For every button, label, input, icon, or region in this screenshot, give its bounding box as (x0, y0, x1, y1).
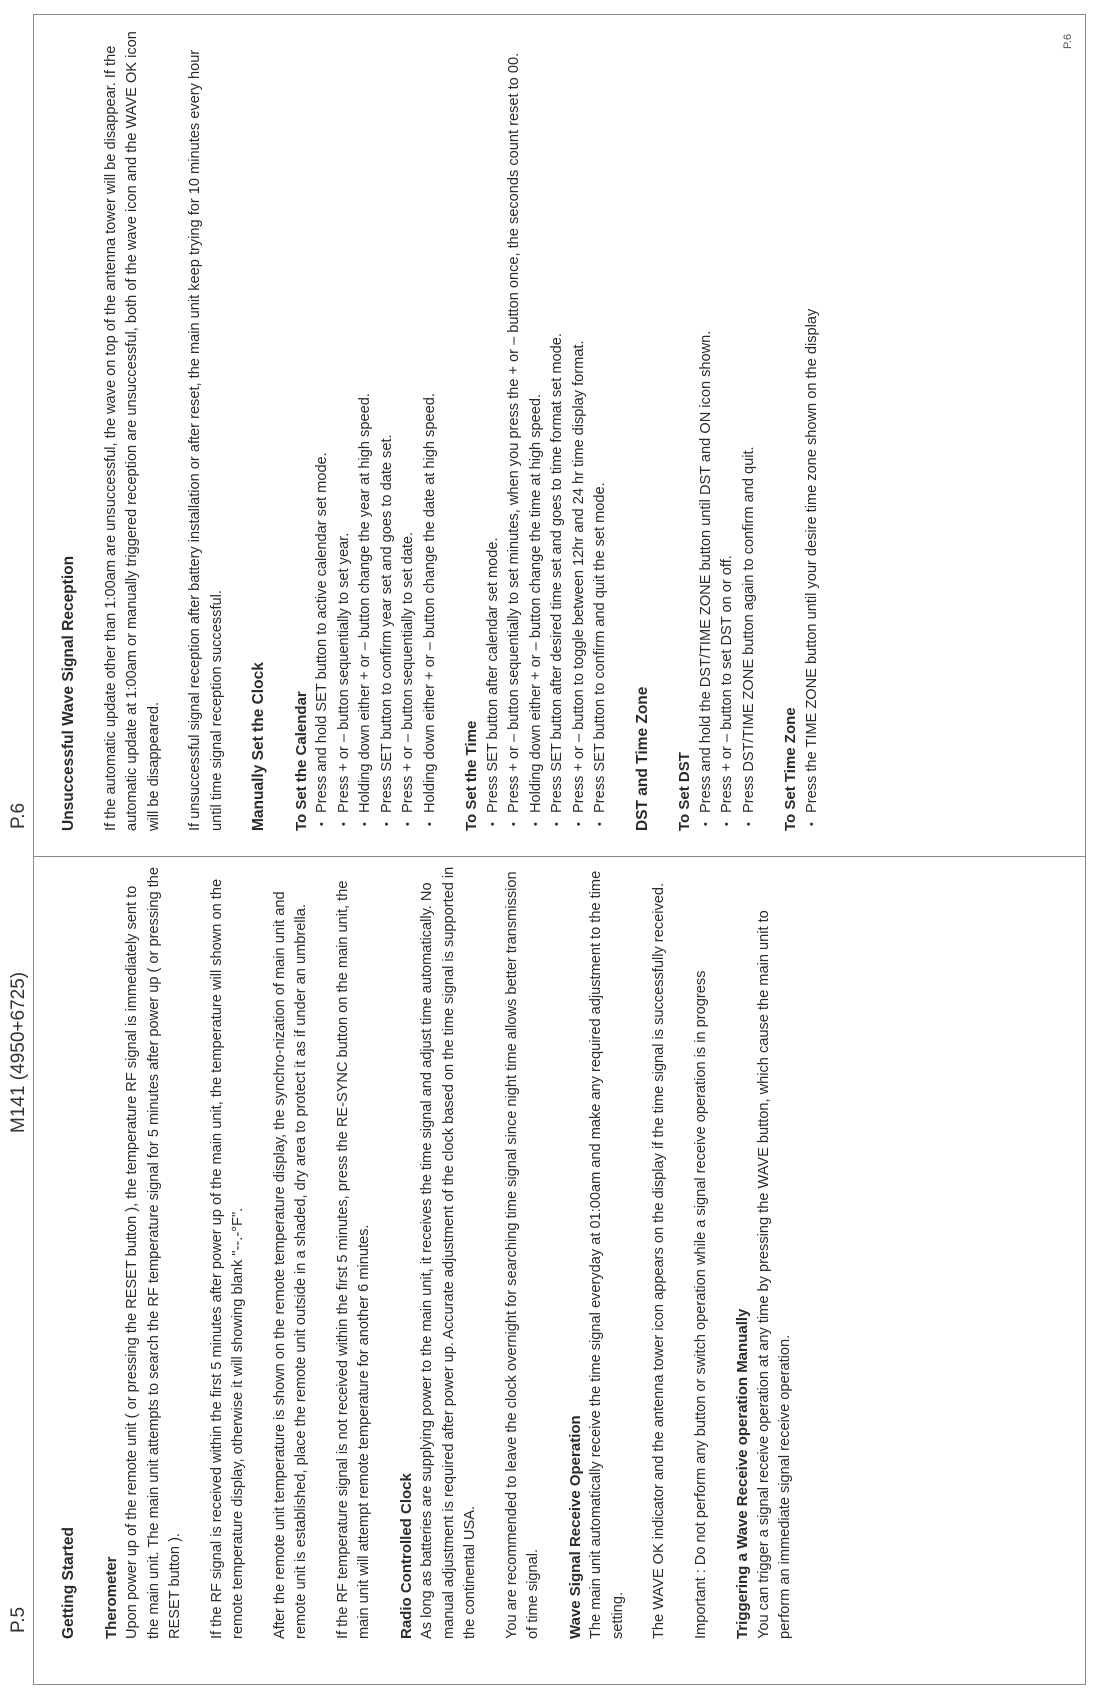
paragraph: If the RF temperature signal is not received within the first 5 minutes, press the RE-SYNC button on the main unit, the main unit will attempt remote temperature for another 6 minutes. (334, 880, 372, 1639)
paragraph: The main unit automatically receive the time signal everyday at 01:00am and make any required adjustment to the time setting. (588, 870, 626, 1639)
section-heading: Wave Signal Receive Operation (566, 1415, 584, 1639)
section-heading: To Set the Calendar (292, 691, 310, 831)
wave-op-section (565, 864, 630, 1639)
section-heading: To Set DST (676, 752, 693, 831)
list-item: • Press DST/TIME ZONE button again to confirm and quit. (739, 21, 761, 831)
list-item: • Press and hold the DST/TIME ZONE button until DST and ON icon shown. (696, 21, 718, 831)
section-heading: Radio Controlled Clock (397, 1473, 415, 1639)
paragraph: You can trigger a signal receive operation at any time by pressing the WAVE button, which cause the main unit to perform an immediate signal receive operation. (755, 910, 793, 1639)
trigger-section (732, 864, 797, 1639)
list-item: • Press SET button after desired time set and goes to time format set mode. (547, 21, 569, 831)
list-item: • Press SET button to confirm year set and goes to date set. (377, 21, 399, 831)
list-item: • Press the TIME ZONE button until your desire time zone shown on the display (802, 21, 824, 831)
dst-steps (696, 21, 761, 831)
list-item: • Holding down either + or – button change the time at high speed. (526, 21, 548, 831)
page-6-content (58, 21, 843, 831)
list-item: • Press + or – button to set DST on or off. (717, 21, 739, 831)
section-heading: To Set the Time (463, 720, 480, 831)
thermometer-section (101, 864, 187, 1639)
section-title: Unsuccessful Wave Signal Reception (60, 555, 77, 831)
page-number-right: P.6 (8, 802, 29, 829)
page-border (33, 14, 1085, 15)
list-item: • Press + or – button sequentially to set date. (398, 21, 420, 831)
time-steps (483, 21, 612, 831)
list-item: • Press + or – button sequentially to set minutes, when you press the + or – button once, the seconds count reset to 00. (504, 21, 526, 831)
section-heading: Triggering a Wave Receive operation Manually (734, 1308, 751, 1639)
list-item: • Press + or – button sequentially to set year. (334, 21, 356, 831)
section-title: DST and Time Zone (633, 686, 651, 831)
list-item: • Press and hold SET button to active calendar set mode. (312, 21, 334, 831)
footer-page-number: P.6 (1062, 33, 1074, 49)
page-border (1085, 14, 1086, 1685)
timezone-steps (802, 21, 824, 831)
paragraph: You are recommended to leave the clock overnight for searching time signal since night time allows better transmission of time signal. (503, 871, 541, 1639)
model-number: M141 (4950+6725) (8, 971, 29, 1133)
list-item: • Holding down either + or – button change the date at high speed. (420, 21, 442, 831)
section-title: Manually Set the Clock (250, 662, 267, 831)
page-border (33, 1684, 1085, 1685)
section-title: Getting Started (60, 1527, 77, 1639)
list-item: • Holding down either + or – button change the year at high speed. (355, 21, 377, 831)
paragraph: As long as batteries are supplying power to the main unit, it receives the time signal and adjust time automatically. No manual adjustment is required after power up. Accurate adjustment of the clock based on the time signal is supported in the continental USA. (419, 866, 478, 1639)
page-number-left: P.5 (8, 1606, 29, 1633)
paragraph: If the RF signal is received within the first 5 minutes after power up of the main unit, the temperature will shown on the remote temperature display, otherwise it will showing blank "--.-°F". (208, 878, 246, 1639)
page-5-content (58, 864, 817, 1639)
list-item: • Press + or – button to toggle between 12hr and 24 hr time display format. (569, 21, 591, 831)
paragraph: Important : Do not perform any button or switch operation while a signal receive operation is in progress (692, 970, 709, 1639)
paragraph: If unsuccessful signal reception after battery installation or after reset, the main unit keep trying for 10 minutes every hour until time signal reception successful. (187, 49, 225, 831)
paragraph: The WAVE OK indicator and the antenna tower icon appears on the display if the time signal is successfully received. (651, 882, 667, 1639)
paragraph: Upon power up of the remote unit ( or pressing the RESET button ), the temperature RF signal is immediately sent to the main unit. The main unit attempts to search the RF temperature signal for 5 minutes after power up ( or pressing the RESET button ). (124, 867, 183, 1639)
page-border (33, 14, 34, 1685)
calendar-steps (312, 21, 441, 831)
section-heading: Therometer (102, 1556, 120, 1639)
page-divider (33, 856, 1085, 857)
list-item: • Press SET button to confirm and quit the set mode. (590, 21, 612, 831)
paragraph: After the remote unit temperature is shown on the remote temperature display, the synchro-nization of main unit and remote unit is established, place the remote unit outside in a shaded, dry area to protect it as if under an umbrella. (271, 891, 309, 1639)
section-heading: To Set Time Zone (782, 707, 799, 831)
radio-clock-section (396, 864, 482, 1639)
paragraph: If the automatic update other than 1:00am are unsuccessful, the wave on top of the antenna tower will be disappear. If the automatic update at 1:00am or manually triggered reception are unsuccessful, both of the wave icon and the WAVE OK icon will be disappeared. (102, 31, 162, 831)
list-item: • Press SET button after calendar set mode. (483, 21, 505, 831)
